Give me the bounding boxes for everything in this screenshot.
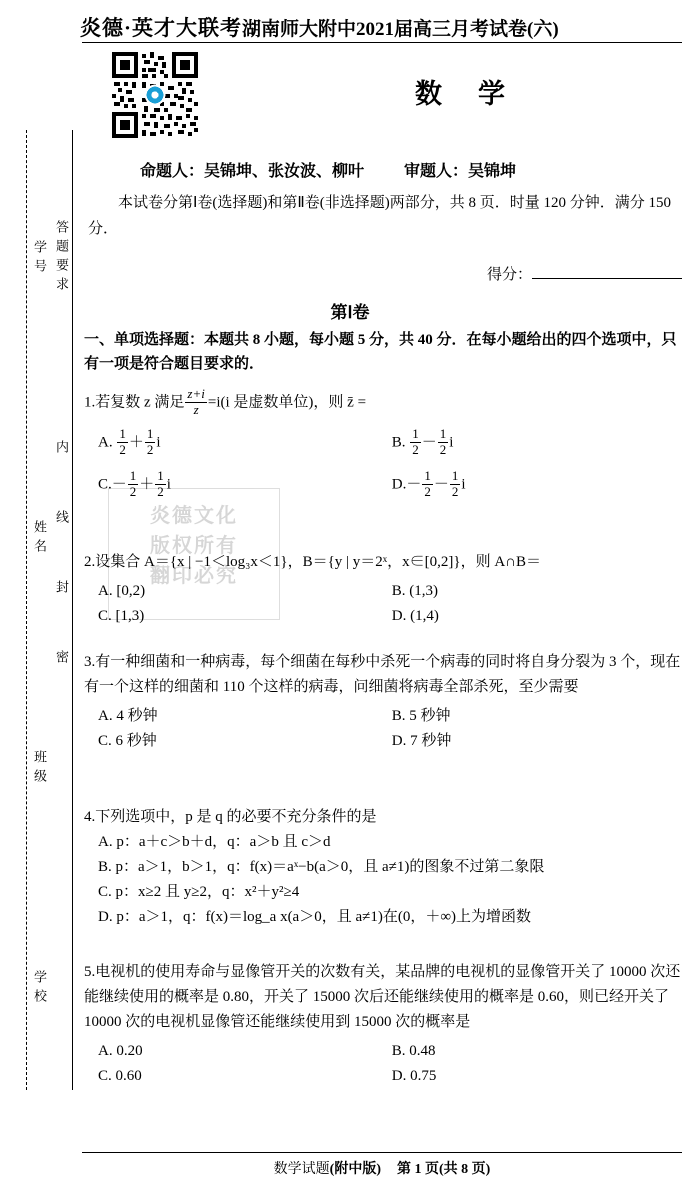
question-1-options: [84, 428, 698, 458]
score-blank[interactable]: [532, 263, 682, 279]
question-3-stem-text: 有一种细菌和一种病毒，每个细菌在每秒中杀死一个病毒的同时将自身分裂为 3 个，现在有一个这样的细菌和 110 个这样的病毒，问细菌将病毒全部杀死，至少需要: [84, 654, 681, 695]
question-1-stem: [84, 388, 684, 418]
option-B[interactable]: B. (1,3): [391, 583, 439, 599]
question-4-number: 4.: [84, 809, 96, 825]
option-D[interactable]: D. (1,4): [391, 608, 439, 624]
watermark-line-1: 炎德文化: [150, 505, 238, 527]
footer-divider: [82, 1152, 682, 1153]
section-instructions: 一、单项选择题：本题共 8 小题，每小题 5 分，共 40 分．在每小题给出的四个选项中，只有一项是符合题目要求的．: [84, 332, 677, 372]
option-C[interactable]: C.－ $\frac{1}{2}$ ＋ $\frac{1}{2}$ i: [98, 468, 171, 499]
reviewer-label: 审题人：吴锦坤: [404, 163, 517, 180]
footer-edition: (附中版): [329, 1162, 381, 1177]
score-field: [487, 263, 682, 284]
option-B[interactable]: B. 5 秒钟: [391, 708, 451, 724]
title-rest: 湖南师大附中2021届高三月考试卷(六): [242, 19, 559, 40]
option-B-frac2: $\frac{1}{2}$: [439, 426, 447, 457]
page-title: [80, 12, 690, 42]
seal-note-secret: 密: [54, 650, 69, 669]
option-D[interactable]: D. 7 秒钟: [391, 733, 452, 749]
option-A[interactable]: A. $\frac{1}{2}$ ＋ $\frac{1}{2}$ i: [98, 426, 161, 457]
question-2: [84, 550, 684, 629]
subject-title: 数学: [415, 79, 541, 109]
question-4-stem-text: 下列选项中，p 是 q 的必要不充分条件的是: [95, 809, 377, 825]
question-5-options-2: [84, 1064, 698, 1089]
footer-page-number: 第 1 页(共 8 页): [397, 1162, 491, 1177]
option-B[interactable]: B. 0.48: [391, 1043, 436, 1059]
option-C-frac2: $\frac{1}{2}$: [157, 468, 164, 499]
option-D-frac1: $\frac{1}{2}$: [424, 468, 431, 499]
seal-field-xuexiao: 学校: [32, 970, 47, 1008]
question-3: [84, 650, 684, 754]
author-label: 命题人：吴锦坤、张汝波、柳叶: [140, 163, 365, 180]
option-A-frac1: $\frac{1}{2}$: [119, 426, 126, 457]
seal-field-banji: 班级: [32, 750, 47, 788]
sealing-strip: [26, 130, 78, 1090]
question-2-stem: [84, 550, 684, 575]
question-3-stem: [84, 650, 684, 700]
option-D-frac2: $\frac{1}{2}$: [451, 468, 459, 499]
option-D[interactable]: D.－ $\frac{1}{2}$ － $\frac{1}{2}$ i: [391, 468, 466, 499]
seal-note-inside: 内: [54, 440, 69, 459]
option-B-frac1: $\frac{1}{2}$: [412, 426, 419, 457]
footer-subject: 数学试题: [273, 1162, 330, 1177]
question-3-options: [84, 704, 698, 729]
seal-dashed-line: [26, 130, 27, 1090]
option-C-frac1: $\frac{1}{2}$: [129, 468, 137, 499]
question-5-stem-text: 电视机的使用寿命与显像管开关的次数有关，某品牌的电视机的显像管开关了 10000 次还能继续使用的概率是 0.80，开关了 15000 次后还能继续使用的概率是 0.60，则已经开关了 10000 次的电视机显像管还能继续使用到 15000 次的概率是: [84, 964, 681, 1030]
question-4-option-A[interactable]: A. p：a＋c＞b＋d，q：a＞b 且 c＞d: [98, 834, 331, 850]
question-2-stem-text: 设集合 A＝{x | −1＜log₃x＜1}，B＝{y | y＝2ˣ，x∈[0,2]}，则 A∩B＝: [95, 554, 541, 570]
question-2-number: 2.: [84, 554, 96, 570]
score-label: 得分：: [486, 267, 532, 283]
question-4-option-D[interactable]: D. p：a＞1，q：f(x)＝log_a x(a＞0，且 a≠1)在(0，＋∞)上为增函数: [98, 909, 532, 925]
part-one-title: 第Ⅰ卷: [330, 303, 370, 322]
page-footer: [82, 1158, 682, 1178]
question-2-options-2: [84, 604, 698, 629]
question-1-stem-b: =i(i 是虚数单位)，则 z̄ =: [207, 394, 367, 411]
option-B[interactable]: B. $\frac{1}{2}$ － $\frac{1}{2}$ i: [391, 426, 454, 457]
authors-line: [140, 158, 516, 181]
option-A-frac2: $\frac{1}{2}$: [146, 426, 154, 457]
question-1-options-2: [84, 470, 698, 500]
watermark-line-2: 版权所有: [150, 535, 238, 557]
seal-solid-line: [72, 130, 73, 1090]
question-1: [84, 388, 684, 500]
option-A[interactable]: A. 0.20: [98, 1043, 143, 1059]
option-A[interactable]: A. 4 秒钟: [98, 708, 158, 724]
question-3-options-2: [84, 729, 698, 754]
option-D-label: D.: [391, 476, 407, 493]
question-2-options: [84, 579, 698, 604]
header-divider: [82, 42, 682, 43]
question-1-number: 1.: [84, 394, 96, 411]
question-5-number: 5.: [84, 964, 96, 980]
option-A-label: A.: [98, 434, 113, 451]
title-brand: 炎德·英才大联考: [80, 16, 243, 40]
option-B-label: B.: [391, 434, 406, 451]
option-C[interactable]: C. [1,3): [98, 608, 145, 624]
seal-note-line: 线: [54, 510, 69, 529]
question-4-option-B[interactable]: B. p：a＞1，b＞1，q：f(x)＝aˣ−b(a＞0，且 a≠1)的图象不过第二象限: [98, 859, 545, 875]
question-5: [84, 960, 684, 1089]
option-C[interactable]: C. 0.60: [98, 1068, 142, 1084]
exam-intro: 本试卷分第Ⅰ卷(选择题)和第Ⅱ卷(非选择题)两部分，共 8 页．时量 120 分钟．满分 150 分．: [88, 195, 672, 237]
qr-code-icon: [112, 52, 198, 138]
question-1-stem-a: 若复数 z 满足: [95, 394, 185, 411]
question-5-stem: [84, 960, 684, 1035]
option-A[interactable]: A. [0,2): [98, 583, 146, 599]
seal-field-xingming: 姓名: [32, 520, 47, 558]
question-4-option-C[interactable]: C. p：x≥2 且 y≥2，q：x²＋y²≥4: [98, 884, 300, 900]
watermark-line-3: 翻印必究: [150, 565, 238, 587]
seal-note-seal: 封: [54, 580, 69, 599]
question-5-options: [84, 1039, 698, 1064]
seal-field-xuehao: 学号: [32, 240, 47, 278]
option-D[interactable]: D. 0.75: [391, 1068, 437, 1084]
option-C[interactable]: C. 6 秒钟: [98, 733, 157, 749]
question-4-stem: [84, 805, 684, 830]
question-4: [84, 805, 684, 930]
seal-note-answer-req: 答题要求: [54, 220, 69, 296]
question-1-fraction: $\frac{z+i}{z}$: [187, 386, 205, 417]
question-3-number: 3.: [84, 654, 96, 670]
option-C-label: C.: [98, 476, 112, 493]
